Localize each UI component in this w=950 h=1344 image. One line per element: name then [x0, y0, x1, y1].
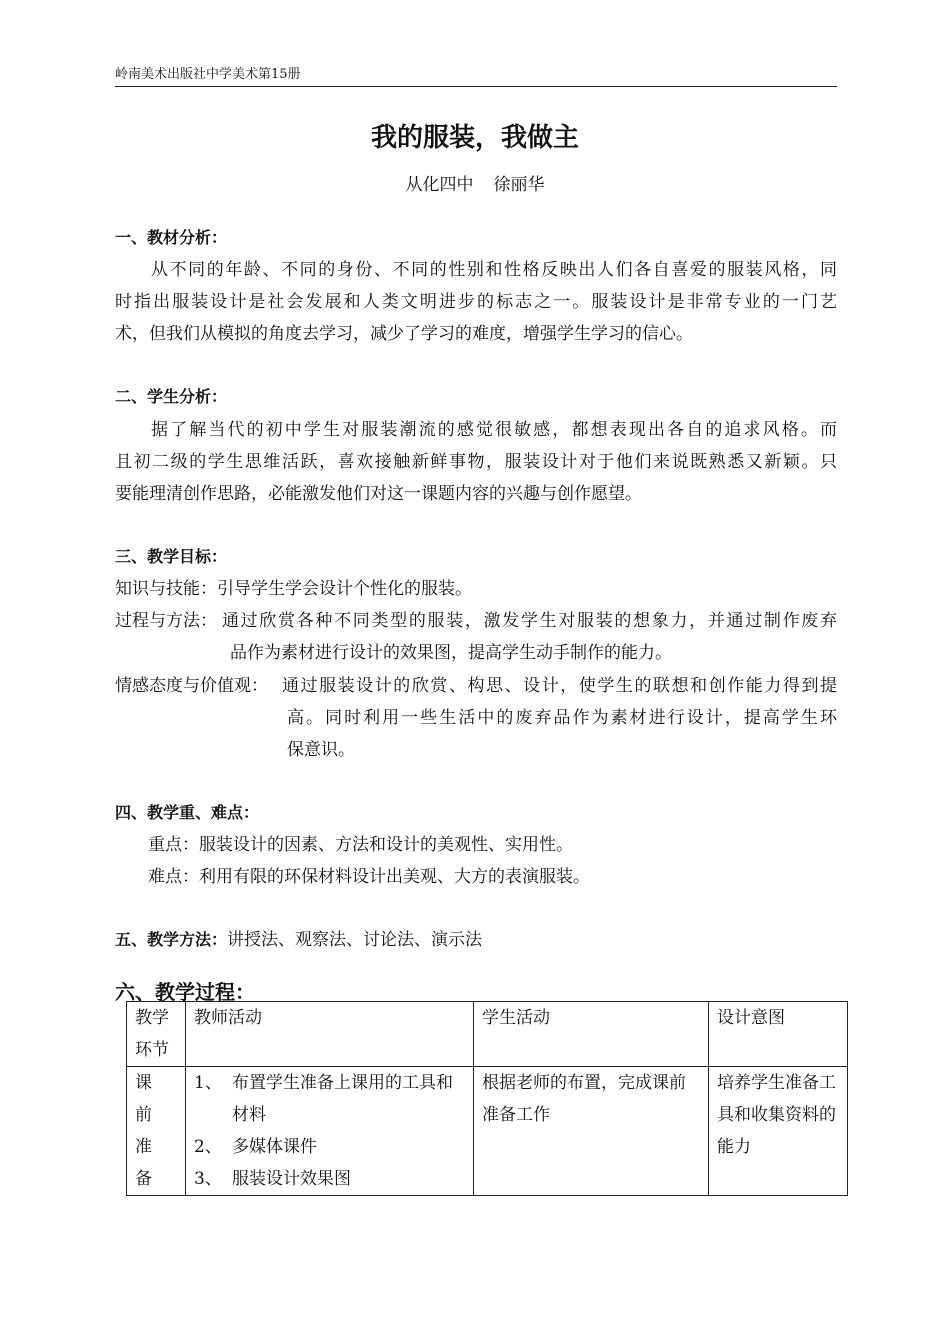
list-item [194, 1067, 465, 1131]
stage-char: 前 [135, 1105, 152, 1125]
student-activity-cell: 根据老师的布置，完成课前准备工作 [474, 1067, 709, 1196]
section-6-heading: 六、教学过程： [115, 980, 255, 1004]
item-number: 1、 [194, 1073, 222, 1093]
difficult-point: 难点：利用有限的环保材料设计出美观、大方的表演服装。 [148, 867, 590, 887]
stage-char: 备 [135, 1169, 152, 1189]
section-5-heading: 五、教学方法： [115, 930, 228, 949]
header-text: 岭南美术出版社中学美术第15册 [115, 67, 301, 82]
objective-process-label: 过程与方法： [115, 611, 217, 631]
stage-char: 课 [135, 1073, 152, 1093]
document-title: 我的服装，我做主 [370, 123, 579, 153]
section-1-line-2: 时指出服装设计是社会发展和人类文明进步的标志之一。服装设计是非常专业的一门艺 [115, 292, 837, 312]
header-stage-line-2: 环节 [135, 1040, 169, 1060]
design-intent-cell: 培养学生准备工具和收集资料的能力 [709, 1067, 848, 1196]
item-number: 3、 [194, 1169, 222, 1189]
section-1-line-3: 术，但我们从模拟的角度去学习，减少了学习的难度，增强学生学习的信心。 [115, 324, 693, 344]
section-4-heading: 四、教学重、难点： [115, 803, 260, 822]
item-text: 服装设计效果图 [232, 1169, 351, 1189]
item-text: 布置学生准备上课用的工具和材料 [232, 1073, 453, 1125]
objective-process-line-1: 通过欣赏各种不同类型的服装，激发学生对服装的想象力，并通过制作废弃 [222, 611, 837, 631]
table-header-intent: 设计意图 [709, 1002, 848, 1067]
section-5-text: 讲授法、观察法、讨论法、演示法 [227, 930, 483, 950]
page-header [115, 66, 837, 87]
section-2-heading: 二、学生分析： [115, 387, 228, 406]
list-item [194, 1163, 465, 1195]
header-stage-line-1: 教学 [135, 1008, 169, 1028]
table-row [127, 1067, 848, 1196]
table-header-student: 学生活动 [474, 1002, 709, 1067]
key-point: 重点：服装设计的因素、方法和设计的美观性、实用性。 [148, 835, 573, 855]
section-5 [115, 928, 482, 952]
author-line [0, 172, 950, 198]
item-text: 多媒体课件 [232, 1137, 317, 1157]
section-1-line-1: 从不同的年龄、不同的身份、不同的性别和性格反映出人们各自喜爱的服装风格，同 [151, 260, 837, 280]
table-header-stage [127, 1002, 186, 1067]
section-2-line-3: 要能理清创作思路，必能激发他们对这一课题内容的兴趣与创作愿望。 [115, 484, 642, 504]
author-name: 徐丽华 [493, 175, 545, 195]
table-header-teacher: 教师活动 [186, 1002, 474, 1067]
teaching-process-table [126, 1001, 848, 1196]
section-2-line-1: 据了解当代的初中学生对服装潮流的感觉很敏感，都想表现出各自的追求风格。而 [151, 420, 837, 440]
stage-cell [127, 1067, 186, 1196]
objective-process-line-2: 品作为素材进行设计的效果图，提高学生动手制作的能力。 [230, 643, 672, 663]
objective-emotion-label: 情感态度与价值观： [115, 676, 268, 696]
section-2-line-2: 且初二级的学生思维活跃，喜欢接触新鲜事物，服装设计对于他们来说既熟悉又新颖。只 [115, 452, 837, 472]
list-item [194, 1131, 465, 1163]
objective-emotion-line-1: 通过服装设计的欣赏、构思、设计，使学生的联想和创作能力得到提 [282, 676, 837, 696]
item-number: 2、 [194, 1137, 222, 1157]
section-1-heading: 一、教材分析： [115, 228, 228, 247]
table-header-row [127, 1002, 848, 1067]
objective-emotion-line-2: 高。同时利用一些生活中的废弃品作为素材进行设计，提高学生环 [287, 708, 837, 728]
section-3-heading: 三、教学目标： [115, 547, 228, 566]
objective-knowledge: 知识与技能：引导学生学会设计个性化的服装。 [115, 579, 472, 599]
author-school: 从化四中 [405, 175, 474, 195]
stage-char: 准 [135, 1137, 152, 1157]
objective-emotion-line-3: 保意识。 [287, 740, 355, 760]
teacher-activity-cell [186, 1067, 474, 1196]
